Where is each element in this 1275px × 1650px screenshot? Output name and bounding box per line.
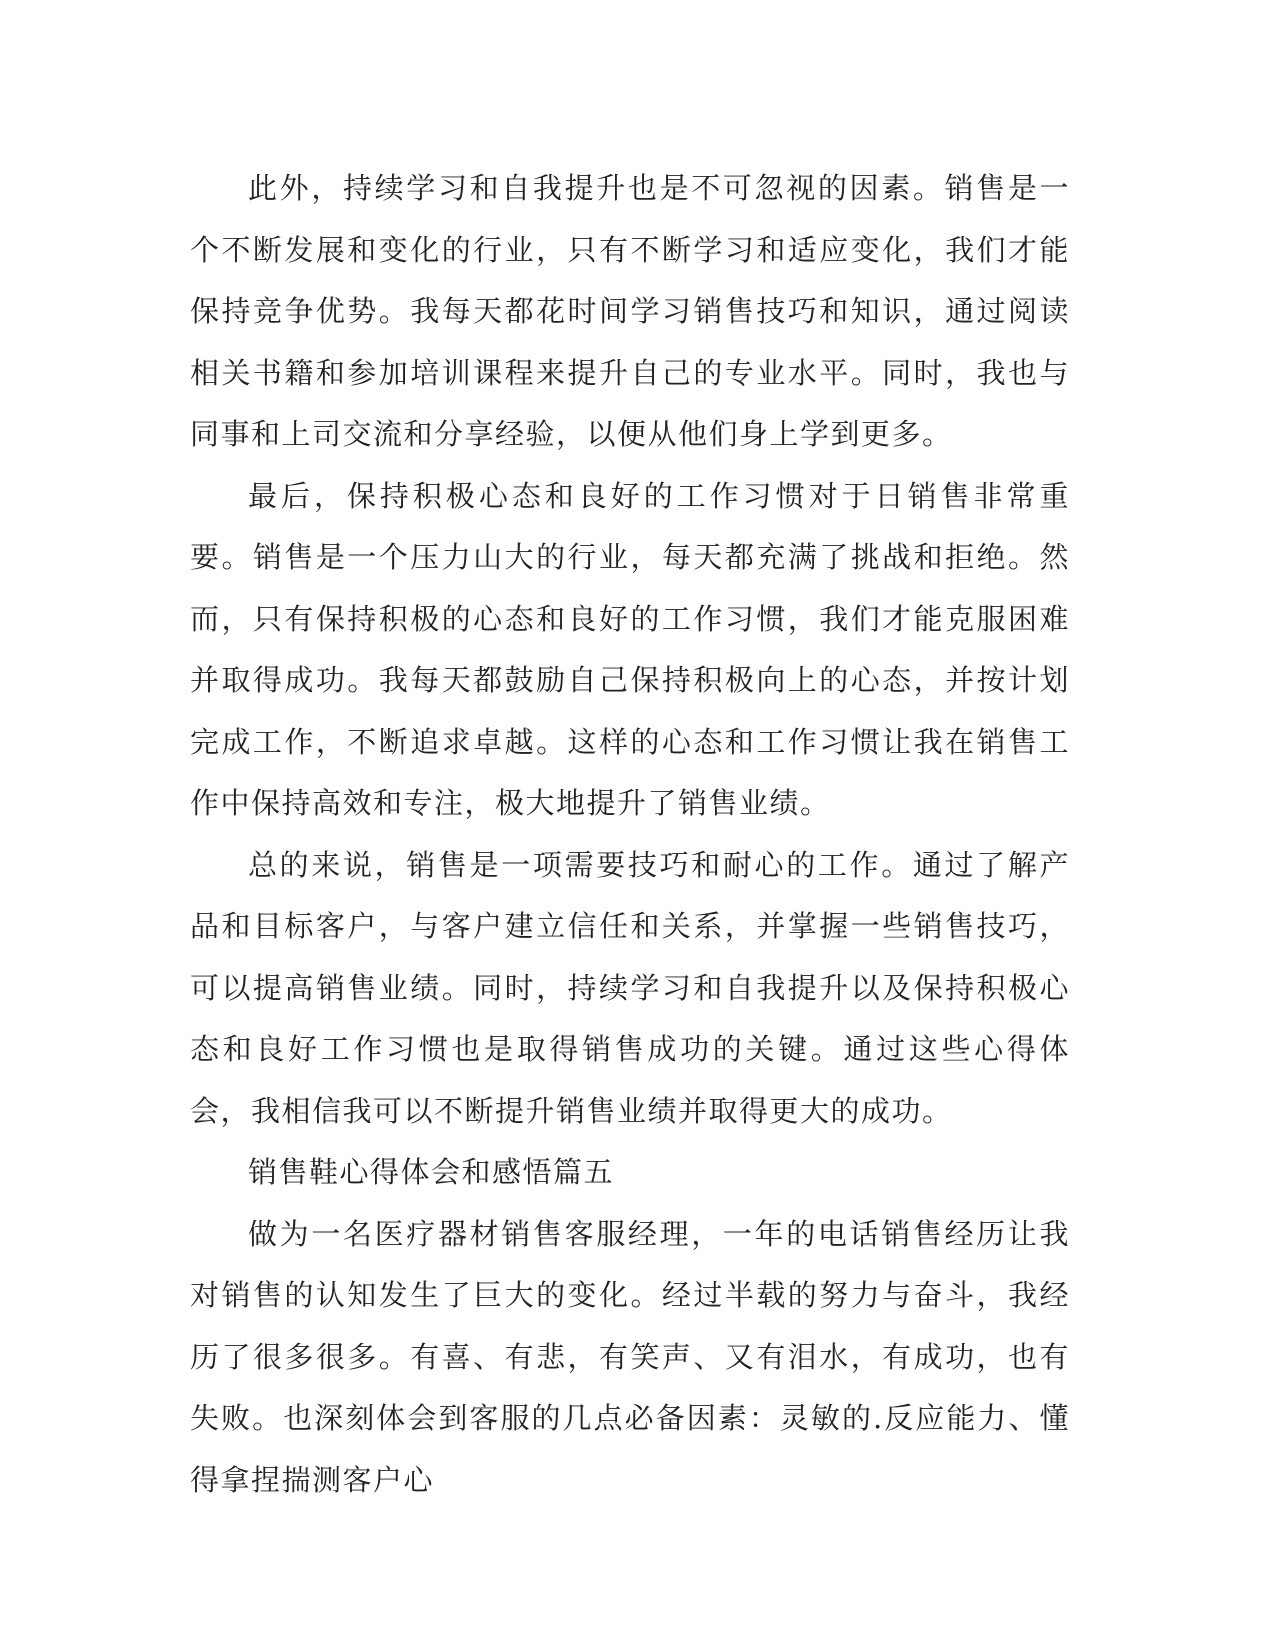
document-body xyxy=(190,158,1070,1511)
paragraph-summary: 总的来说，销售是一项需要技巧和耐心的工作。通过了解产品和目标客户，与客户建立信任和关系，并掌握一些销售技巧，可以提高销售业绩。同时，持续学习和自我提升以及保持积极心态和良好工作习惯也是取得销售成功的关键。通过这些心得体会，我相信我可以不断提升销售业绩并取得更大的成功。 xyxy=(190,847,1070,1128)
paragraph-positive-attitude: 最后，保持积极心态和良好的工作习惯对于日销售非常重要。销售是一个压力山大的行业，每天都充满了挑战和拒绝。然而，只有保持积极的心态和良好的工作习惯，我们才能克服困难并取得成功。我每天都鼓励自己保持积极向上的心态，并按计划完成工作，不断追求卓越。这样的心态和工作习惯让我在销售工作中保持高效和专注，极大地提升了销售业绩。 xyxy=(190,478,1070,820)
section-heading: 销售鞋心得体会和感悟篇五 xyxy=(248,1155,615,1189)
paragraph-medical-sales: 做为一名医疗器材销售客服经理，一年的电话销售经历让我对销售的认知发生了巨大的变化。经过半载的努力与奋斗，我经历了很多很多。有喜、有悲，有笑声、又有泪水，有成功，也有失败。也深刻体会到客服的几点必备因素：灵敏的.反应能力、懂得拿捏揣测客户心 xyxy=(190,1216,1070,1497)
paragraph-continuous-learning: 此外，持续学习和自我提升也是不可忽视的因素。销售是一个不断发展和变化的行业，只有不断学习和适应变化，我们才能保持竞争优势。我每天都花时间学习销售技巧和知识，通过阅读相关书籍和参加培训课程来提升自己的专业水平。同时，我也与同事和上司交流和分享经验，以便从他们身上学到更多。 xyxy=(190,171,1070,451)
